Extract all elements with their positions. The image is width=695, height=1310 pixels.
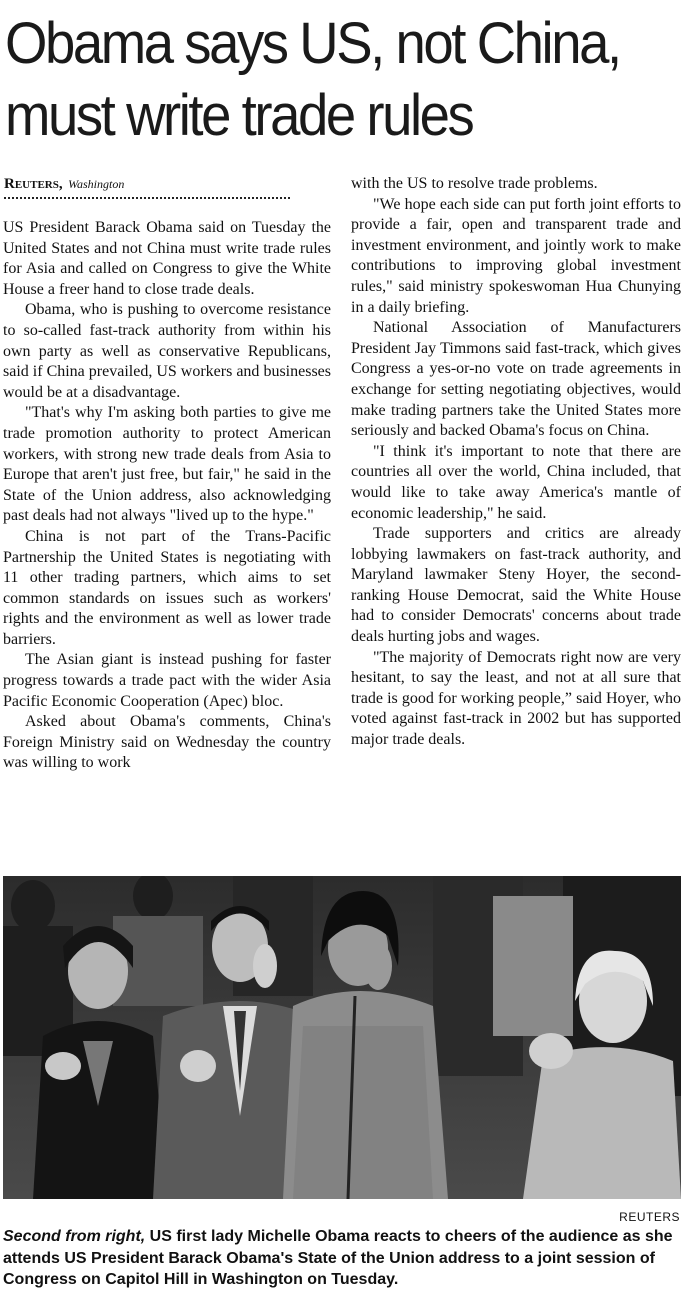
paragraph: "That's why I'm asking both parties to give me trade promotion authority to protect American workers, with strong new trade deals from Asia to Europe that aren't just free, but fair," he said in the State of the Union address, also acknowledging past deals had not always "lived up to the hype." — [3, 404, 331, 525]
byline-agency: Reuters, — [4, 176, 63, 192]
paragraph: China is not part of the Trans-Pacific Partnership the United States is negotiating with 11 other trading partners, which aims to set common standards on issues such as workers' rights and the environment as well as lower trade barriers. — [3, 527, 331, 648]
byline — [4, 176, 124, 193]
article-column-1 — [3, 218, 331, 774]
paragraph: Obama, who is pushing to overcome resistance to so-called fast-track authority from within his own party as well as conservative Republicans, said if China prevailed, US workers and businesses would be at a disadvantage. — [3, 301, 331, 401]
paragraph: National Association of Manufacturers President Jay Timmons said fast-track, which gives Congress a yes-or-no vote on trade agreements in exchange for setting negotiating objectives, would make trading partners take the United States more seriously and backed Obama's focus on China. — [351, 319, 681, 440]
photo-caption — [3, 1226, 691, 1291]
paragraph: "We hope each side can put forth joint efforts to provide a fair, open and transparent trade and investment environment, and jointly work to make contributions to improving global investment rules," said ministry spokeswoman Hua Chunying in a daily briefing. — [351, 195, 681, 316]
paragraph: "The majority of Democrats right now are very hesitant, to say the least, and not at all sure that trade is good for working people,” said Hoyer, who voted against fast-track in 2002 but has supported major trade deals. — [351, 648, 681, 749]
article-column-2 — [351, 174, 681, 751]
paragraph: Asked about Obama's comments, China's Foreign Ministry said on Wednesday the country was willing to work — [3, 713, 331, 772]
caption-text: US first lady Michelle Obama reacts to cheers of the audience as she attends US President Barack Obama's State of the Union address to a joint session of Congress on Capitol Hill in Washington on Tuesday. — [3, 1228, 673, 1289]
byline-place: Washington — [68, 177, 125, 191]
paragraph: "I think it's important to note that there are countries all over the world, China included, that would like to take away America's mantle of economic leadership," he said. — [351, 442, 681, 522]
news-photo — [3, 876, 681, 1199]
caption-lead: Second from right, — [3, 1228, 146, 1245]
paragraph: US President Barack Obama said on Tuesday the United States and not China must write trade rules for Asia and called on Congress to give the White House a freer hand to close trade deals. — [3, 219, 331, 298]
photo-illustration — [3, 876, 681, 1199]
paragraph: The Asian giant is instead pushing for faster progress towards a trade pact with the wider Asia Pacific Economic Cooperation (Apec) bloc. — [3, 651, 331, 710]
paragraph: Trade supporters and critics are already lobbying lawmakers on fast-track authority, and Maryland lawmaker Steny Hoyer, the second-ranking House Democrat, said the White House had to consider Democrats' concerns about trade deals hurting jobs and wages. — [351, 525, 681, 646]
dotted-rule — [4, 197, 290, 199]
paragraph: with the US to resolve trade problems. — [351, 175, 598, 192]
photo-credit: REUTERS — [619, 1210, 680, 1224]
headline-line-2: must write trade rules — [5, 83, 473, 148]
headline-line-1: Obama says US, not China, — [5, 11, 620, 76]
headline — [5, 8, 649, 152]
